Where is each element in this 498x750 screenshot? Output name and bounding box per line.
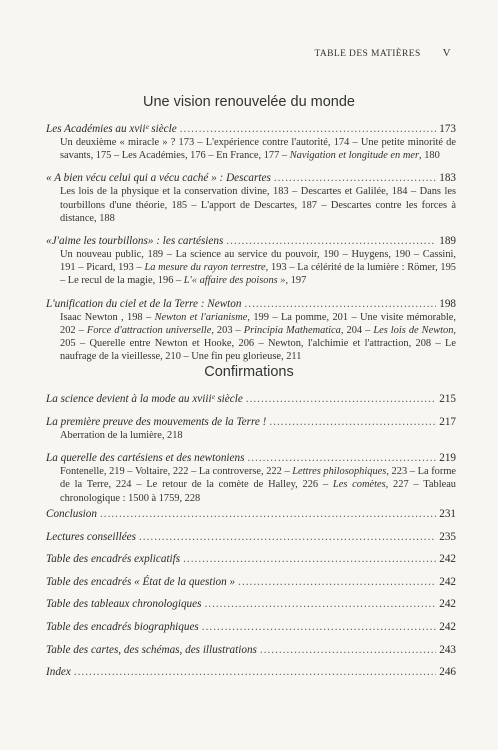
toc-entry-line[interactable] [46, 620, 456, 634]
toc-entry-line[interactable] [46, 665, 456, 679]
toc-entry-line[interactable] [46, 234, 456, 248]
toc-entry-title: Table des encadrés explicatifs [46, 553, 181, 566]
toc-section [46, 122, 456, 363]
toc-entry-page: 217 [439, 416, 456, 428]
toc-entry-line[interactable] [46, 392, 456, 406]
leader-dots [74, 665, 436, 679]
leader-dots [180, 122, 436, 136]
toc-entry-page: 215 [439, 393, 456, 405]
toc-entry [46, 392, 456, 406]
toc-entry-line[interactable] [46, 297, 456, 311]
toc-entry-page: 246 [439, 666, 456, 679]
toc-entry-line[interactable] [46, 415, 456, 429]
leader-dots [269, 415, 436, 429]
toc-entry-title: « A bien vécu celui qui a vécu caché » : Descartes [46, 172, 271, 185]
toc-entry-description: Les lois de la physique et la conservation divine, 183 – Descartes et Galilée, 184 – Dans les tourbillons d'une théorie, 185 – L'apport de Descartes, 187 – Descartes contre les forces à distance, 188 [60, 186, 456, 224]
toc-entry-page: 173 [439, 123, 456, 135]
toc-entry-title: Index [46, 666, 71, 679]
toc-entry-title: La querelle des cartésiens et des newtoniens [46, 452, 245, 465]
toc-entry-page: 242 [439, 598, 456, 611]
spacer [46, 162, 456, 171]
toc-entry [46, 451, 456, 505]
running-head-title: TABLE DES MATIÈRES [314, 49, 421, 59]
spacer [46, 406, 456, 415]
leader-dots [238, 575, 436, 589]
toc-entry-title: La première preuve des mouvements de la Terre ! [46, 416, 267, 428]
toc-entry-title: L'unification du ciel et de la Terre : Newton [46, 297, 242, 310]
toc-entry [46, 171, 456, 225]
leader-dots [274, 171, 436, 185]
toc-entry-page: 242 [439, 575, 456, 588]
toc-entry [46, 415, 456, 442]
spacer [46, 225, 456, 234]
toc-entry-line[interactable] [46, 597, 456, 611]
toc-entry-line[interactable] [46, 171, 456, 185]
toc-entry-page: 219 [439, 452, 456, 465]
spacer [46, 442, 456, 451]
toc-entry-page: 235 [439, 530, 456, 543]
leader-dots [244, 297, 436, 311]
toc-entry-description: Aberration de la lumière, 218 [60, 430, 183, 441]
toc-entry-title: «J'aime les tourbillons» : les cartésiens [46, 235, 224, 248]
toc-entry-page: 242 [439, 553, 456, 566]
toc-entry-title: Lectures conseillées [46, 530, 136, 543]
leader-dots [246, 392, 436, 406]
toc-entry-description: Un nouveau public, 189 – La science au service du pouvoir, 190 – Huygens, 190 – Cassini, 191 – Picard, 193 – La mesure du rayon terrestre, 193 – La célérité de la lumière : Römer, 195 – Le recul de la magie, 196 – L'« affaire des poisons », 197 [60, 249, 457, 287]
toc-entry-line[interactable] [46, 530, 456, 544]
part-title: Confirmations [204, 364, 294, 380]
toc-entry-description: Un deuxième « miracle » ? 173 – L'expérience contre l'autorité, 174 – Une petite minorité de savants, 175 – Les Académies, 176 – En France, 177 – Navigation et longitude en mer, 180 [60, 137, 456, 162]
toc-entry-title: Table des encadrés « État de la question » [46, 575, 236, 588]
leader-dots [204, 597, 436, 611]
toc-entry-line[interactable] [46, 552, 456, 566]
toc-entry [46, 297, 456, 364]
spacer [46, 288, 456, 297]
leader-dots [139, 530, 436, 544]
toc-entry-page: 183 [439, 172, 456, 185]
leader-dots [226, 234, 436, 248]
toc-entry-line[interactable] [46, 122, 456, 136]
toc-entry-description: Isaac Newton , 198 – Newton et l'arianisme, 199 – La pomme, 201 – Une visite mémorable, 202 – Force d'attraction universelle, 203 – Principia Mathematica, 204 – Les lois de Newton, 205 – Querelle entre Newton et Hooke, 206 – Newton, l'alchimie et l'attraction, 208 – Le naufrage de la vieillesse, 210 – Une fin peu glorieuse, 211 [60, 311, 457, 363]
leader-dots [202, 620, 436, 634]
part-title: Une vision renouvelée du monde [143, 94, 355, 110]
toc-entry-title: Les Académies au xviiᵉ siècle [46, 123, 177, 135]
toc-section [46, 392, 456, 505]
toc-entry [46, 234, 456, 288]
leader-dots [183, 552, 436, 566]
leader-dots [100, 507, 436, 521]
toc-entry-title: Table des cartes, des schémas, des illustrations [46, 643, 257, 656]
toc-entry-title: Table des encadrés biographiques [46, 620, 199, 633]
toc-entry-line[interactable] [46, 643, 456, 657]
toc-entry-line[interactable] [46, 575, 456, 589]
toc-entry-title: Conclusion [46, 508, 97, 520]
toc-entry-page: 198 [439, 297, 456, 310]
leader-dots [260, 643, 436, 657]
page-number: V [442, 47, 451, 59]
toc-entry-page: 231 [439, 508, 456, 520]
toc-entry [46, 122, 456, 162]
toc-entry-page: 243 [439, 643, 456, 656]
toc-entry-line[interactable] [46, 451, 456, 465]
toc-entry-description: Fontenelle, 219 – Voltaire, 222 – La controverse, 222 – Lettres philosophiques, 223 – La forme de la Terre, 224 – Le retour de la comète de Halley, 226 – Les comètes, 227 – Tableau chronologique : 1500 à 1759, 228 [60, 466, 457, 504]
toc-entry-line[interactable] [46, 507, 456, 521]
toc-entry-page: 242 [439, 620, 456, 633]
leader-dots [247, 451, 436, 465]
toc-entry-title: Table des tableaux chronologiques [46, 598, 202, 611]
toc-entry-title: La science devient à la mode au xviiiᵉ siècle [46, 393, 243, 405]
running-head [314, 47, 451, 59]
toc-back-matter [46, 507, 456, 688]
toc-entry-page: 189 [439, 235, 456, 248]
